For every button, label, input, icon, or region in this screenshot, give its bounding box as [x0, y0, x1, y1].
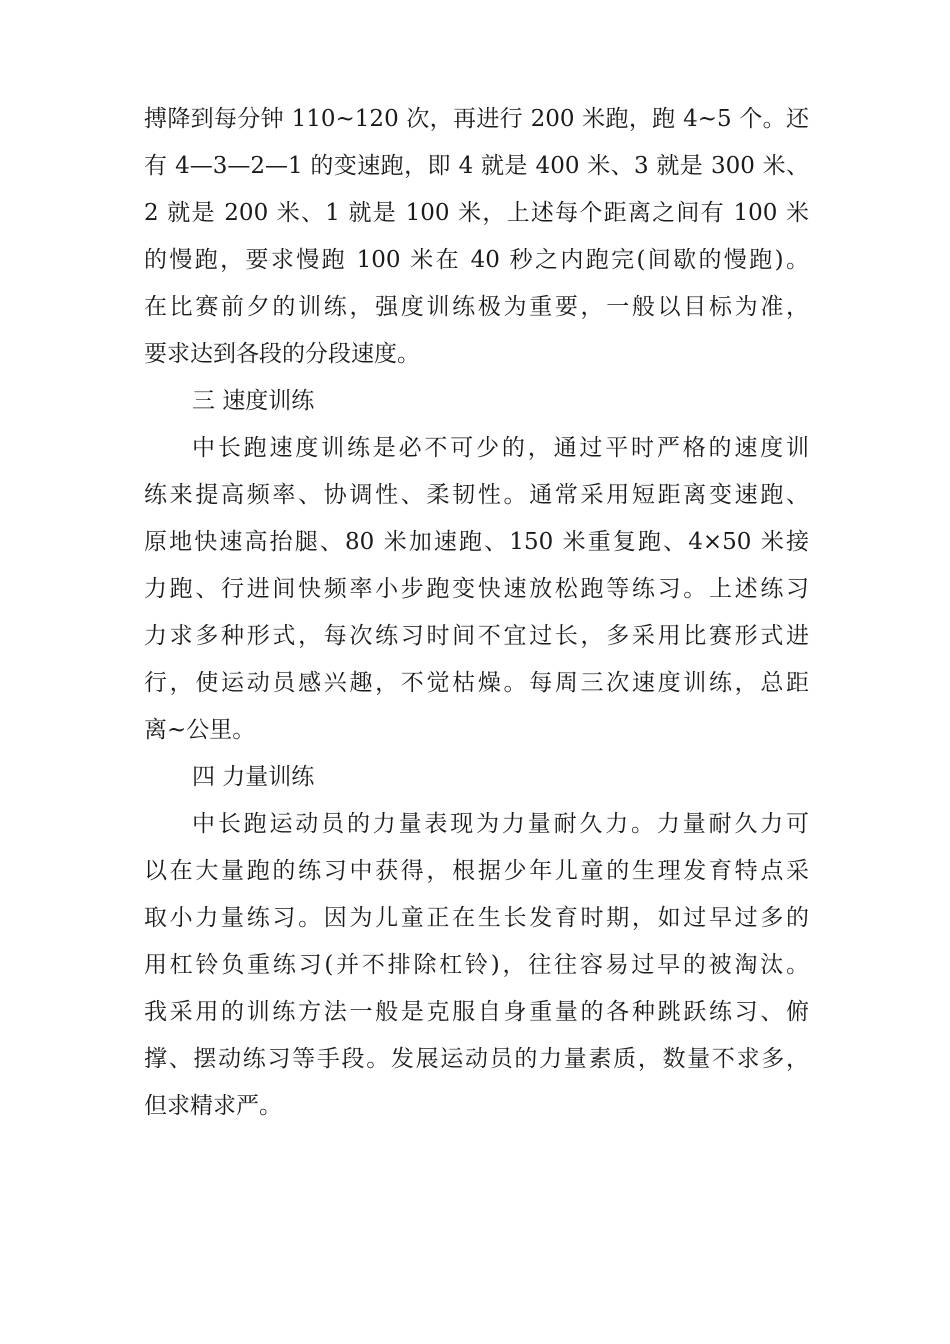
body-line: 撑、摆动练习等手段。发展运动员的力量素质，数量不求多， — [144, 1046, 809, 1072]
body-line: 我采用的训练方法一般是克服自身重量的各种跳跃练习、俯 — [144, 999, 809, 1025]
body-line: 搏降到每分钟 110~120 次，再进行 200 米跑，跑 4~5 个。还 — [144, 106, 809, 132]
body-line: 用杠铃负重练习(并不排除杠铃)，往往容易过早的被淘汰。 — [144, 952, 809, 978]
body-line: 离~公里。 — [144, 717, 256, 743]
body-line: 要求达到各段的分段速度。 — [144, 341, 420, 367]
body-line: 在比赛前夕的训练，强度训练极为重要，一般以目标为准， — [144, 294, 809, 320]
body-line: 以在大量跑的练习中获得，根据少年儿童的生理发育特点采 — [144, 858, 809, 884]
section-heading-speed-training: 三 速度训练 — [192, 388, 315, 414]
body-line: 原地快速高抬腿、80 米加速跑、150 米重复跑、4×50 米接 — [144, 529, 809, 555]
body-line: 中长跑运动员的力量表现为力量耐久力。力量耐久力可 — [192, 811, 809, 837]
body-line: 力跑、行进间快频率小步跑变快速放松跑等练习。上述练习 — [144, 576, 809, 602]
body-line: 但求精求严。 — [144, 1093, 282, 1119]
body-line: 中长跑速度训练是必不可少的，通过平时严格的速度训 — [192, 435, 809, 461]
body-line: 2 就是 200 米、1 就是 100 米，上述每个距离之间有 100 米 — [144, 200, 809, 226]
body-line: 力求多种形式，每次练习时间不宜过长，多采用比赛形式进 — [144, 623, 809, 649]
body-line: 取小力量练习。因为儿童正在生长发育时期，如过早过多的 — [144, 905, 809, 931]
body-line: 的慢跑，要求慢跑 100 米在 40 秒之内跑完(间歇的慢跑)。 — [144, 247, 809, 273]
body-line: 练来提高频率、协调性、柔韧性。通常采用短距离变速跑、 — [144, 482, 809, 508]
document-body — [144, 96, 809, 1130]
body-line: 行，使运动员感兴趣，不觉枯燥。每周三次速度训练，总距 — [144, 670, 809, 696]
body-line: 有 4—3—2—1 的变速跑，即 4 就是 400 米、3 就是 300 米、 — [144, 153, 809, 179]
section-heading-strength-training: 四 力量训练 — [192, 764, 315, 790]
